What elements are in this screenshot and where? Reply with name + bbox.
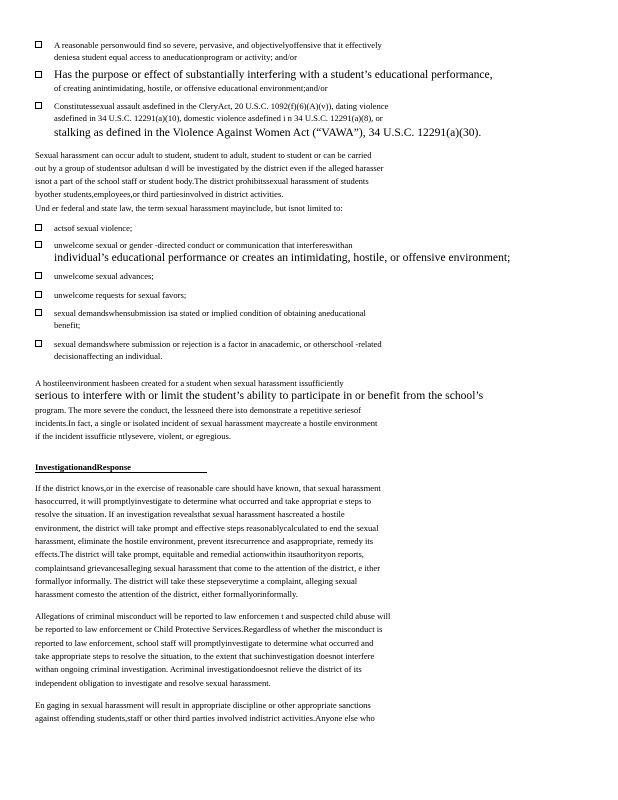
text-line: if the incident issufficie ntlysevere, violent, or egregious. <box>35 431 232 441</box>
text-line: individual’s educational performance or creates an intimidating, hostile, or offensive environment; <box>54 251 511 264</box>
text-line: deniesa student equal access to aneducationprogram or activity; and/or <box>54 52 297 62</box>
text-line: out by a group of studentsor adultsan d will be investigated by the district even if the alleged harasser <box>35 163 384 173</box>
text-line: be reported to law enforcement or Child Protective Services.Regardless of whether the misconduct is <box>35 624 383 634</box>
text-line: incidents.In fact, a single or isolated incident of sexual harassment maycreate a hostile environment <box>35 418 378 428</box>
text-line: resolve the situation. If an investigation revealsthat sexual harassment hascreated a hostile <box>35 509 345 519</box>
text-line: isnot a part of the school staff or student body.The district prohibitssexual harassment of students <box>35 176 369 186</box>
text-line: take appropriate steps to resolve the situation, to the extent that suchinvestigation doesnot interfere <box>35 651 375 661</box>
text-line: sexual demandswhere submission or rejection is a factor in anacademic, or otherschool -related <box>54 339 382 349</box>
text-line: serious to interfere with or limit the student’s ability to participate in or benefit from the school’s <box>35 389 484 402</box>
text-line: hasoccurred, it will promptlyinvestigate to determine what occurred and take appropriat e steps to <box>35 496 371 506</box>
text-line: unwelcome requests for sexual favors; <box>54 290 187 300</box>
text-line: against offending students,staff or other third parties involved indistrict activities.Anyone else who <box>35 713 375 723</box>
text-line: stalking as defined in the Violence Against Women Act (“VAWA”), 34 U.S.C. 12291(a)(30). <box>54 126 482 139</box>
text-line: Allegations of criminal misconduct will be reported to law enforcemen t and suspected child abuse will <box>35 611 391 621</box>
text-line: harassment, eliminate the hostile environment, prevent itsrecurrence and asappropriate, remedy its <box>35 536 374 546</box>
checkbox-bullet-icon <box>35 71 42 78</box>
text-line: independent obligation to investigate and resolve sexual harassment. <box>35 678 271 688</box>
text-line: decisionaffecting an individual. <box>54 351 163 361</box>
text-line: of creating anintimidating, hostile, or offensive educational environment;and/or <box>54 83 328 93</box>
checkbox-bullet-icon <box>35 241 42 248</box>
text-line: effects.The district will take prompt, equitable and remedial actionwithin itsauthorityon reports, <box>35 549 364 559</box>
checkbox-bullet-icon <box>35 272 42 279</box>
text-line: complaintsand grievancesalleging sexual harassment that come to the attention of the district, e ither <box>35 563 381 573</box>
text-line: program. The more severe the conduct, the lessneed there isto demonstrate a repetitive seriesof <box>35 405 362 415</box>
text-line: formallyor informally. The district will take these stepseverytime a complaint, alleging sexual <box>35 576 358 586</box>
text-line: A hostileenvironment hasbeen created for a student when sexual harassment issufficiently <box>35 378 344 388</box>
text-line: Sexual harassment can occur adult to student, student to adult, student to student or can be carried <box>35 150 372 160</box>
text-line: Und er federal and state law, the term sexual harassment mayinclude, but isnot limited to: <box>35 203 343 213</box>
text-line: unwelcome sexual advances; <box>54 271 154 281</box>
text-line: Has the purpose or effect of substantially interfering with a student’s educational performance, <box>54 68 493 81</box>
text-line: asdefined in 34 U.S.C. 12291(a)(10), domestic violence asdefined i n 34 U.S.C. 12291(a)(8), or <box>54 113 383 123</box>
text-line: unwelcome sexual or gender -directed conduct or communication that interfereswithan <box>54 240 353 250</box>
checkbox-bullet-icon <box>35 309 42 316</box>
text-line: Constitutessexual assault asdefined in the CleryAct, 20 U.S.C. 1092(f)(6)(A)(v)), dating violence <box>54 101 389 111</box>
section-heading: InvestigationandResponse <box>35 462 131 472</box>
text-line: actsof sexual violence; <box>54 223 133 233</box>
text-line: harassment comesto the attention of the district, either formallyorinformally. <box>35 589 298 599</box>
checkbox-bullet-icon <box>35 102 42 109</box>
text-line: En gaging in sexual harassment will result in appropriate discipline or other appropriate sanctions <box>35 700 371 710</box>
text-line: byother students,employees,or third partiesinvolved in district activities. <box>35 189 284 199</box>
heading-underline <box>35 472 207 473</box>
text-line: withan ongoing criminal investigation. Acriminal investigationdoesnot relieve the district of its <box>35 664 362 674</box>
checkbox-bullet-icon <box>35 291 42 298</box>
checkbox-bullet-icon <box>35 41 42 48</box>
text-line: If the district knows,or in the exercise of reasonable care should have known, that sexual harassment <box>35 483 381 493</box>
text-line: reported to law enforcement, school staff will promptlyinvestigate to determine what occurred and <box>35 638 374 648</box>
text-line: benefit; <box>54 320 81 330</box>
text-line: sexual demandswhensubmission isa stated or implied condition of obtaining aneducational <box>54 308 366 318</box>
text-line: environment, the district will take prompt and effective steps reasonablycalculated to end the sexual <box>35 523 379 533</box>
checkbox-bullet-icon <box>35 224 42 231</box>
checkbox-bullet-icon <box>35 340 42 347</box>
text-line: A reasonable personwould find so severe, pervasive, and objectivelyoffensive that it effectively <box>54 40 382 50</box>
